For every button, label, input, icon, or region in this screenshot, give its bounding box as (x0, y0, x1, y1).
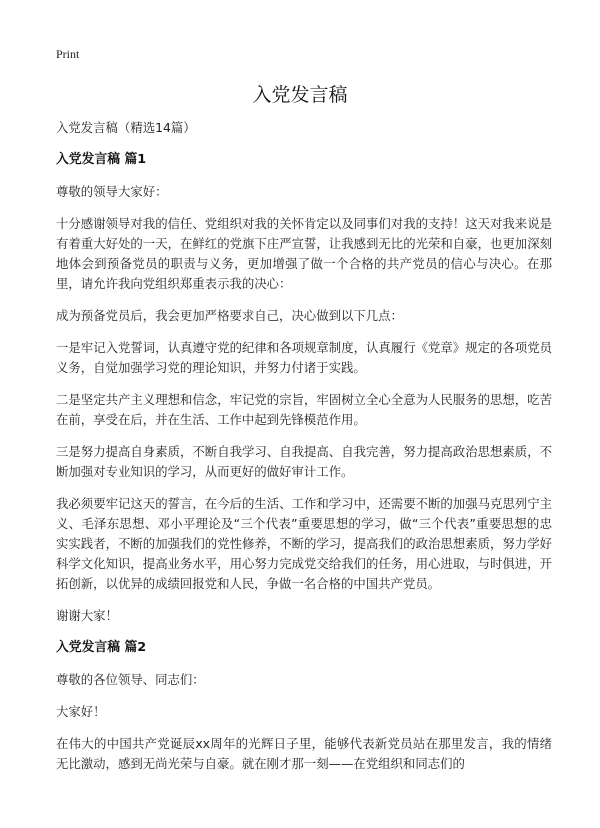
paragraph: 成为预备党员后，我会更加严格要求自己，决心做到以下几点： (56, 308, 403, 323)
speech-section-1 (56, 150, 552, 626)
paragraph: 三是努力提高自身素质，不断自我学习、自我提高、自我完善，努力提高政治思想素质，不断加强对专业知识的学习，从而更好的做好审计工作。 (56, 444, 552, 479)
greeting: 大家好！ (56, 704, 106, 719)
document-subtitle: 入党发言稿（精选14篇） (56, 120, 196, 135)
document-title: 入党发言稿 (252, 84, 348, 106)
section-heading: 入党发言稿 篇2 (56, 640, 147, 655)
paragraph: 十分感谢领导对我的信任、党组织对我的关怀肯定以及同事们对我的支持！这天对我来说是有着重大好处的一天，在鲜红的党旗下庄严宣誓，让我感到无比的光荣和自豪，也更加深刻地体会到预备党员的职责与义务，更加增强了做一个合格的共产党员的信心与决心。在那里，请允许我向党组织郑重表示我的决心： (56, 216, 552, 291)
paragraph: 一是牢记入党誓词，认真遵守党的纪律和各项规章制度，认真履行《党章》规定的各项党员义务，自觉加强学习党的理论知识，并努力付诸于实践。 (56, 340, 552, 375)
salutation: 尊敬的各位领导、同志们： (56, 672, 205, 687)
paragraph: 在伟大的中国共产党诞辰xx周年的光辉日子里，能够代表新党员站在那里发言，我的情绪无比激动，感到无尚光荣与自豪。就在刚才那一刻——在党组织和同志们的 (56, 736, 552, 771)
speech-section-2 (56, 638, 552, 774)
paragraph: 我必须要牢记这天的誓言，在今后的生活、工作和学习中，还需要不断的加强马克思列宁主义、毛泽东思想、邓小平理论及“三个代表”重要思想的学习，做“三个代表”重要思想的忠实实践者，不断的加强我们的党性修养，不断的学习，提高我们的政治思想素质，努力学好科学文化知识，提高业务水平，用心努力完成党交给我们的任务，用心进取，与时俱进，开拓创新，以优异的成绩回报党和人民，争做一名合格的中国共产党员。 (56, 496, 552, 591)
print-link[interactable]: Print (56, 47, 80, 61)
salutation: 尊敬的领导大家好： (56, 184, 168, 199)
closing: 谢谢大家！ (56, 608, 118, 623)
section-heading: 入党发言稿 篇1 (56, 152, 147, 167)
document-body (56, 118, 552, 786)
paragraph: 二是坚定共产主义理想和信念，牢记党的宗旨，牢固树立全心全意为人民服务的思想，吃苦在前，享受在后，并在生活、工作中起到先锋模范作用。 (56, 392, 552, 427)
